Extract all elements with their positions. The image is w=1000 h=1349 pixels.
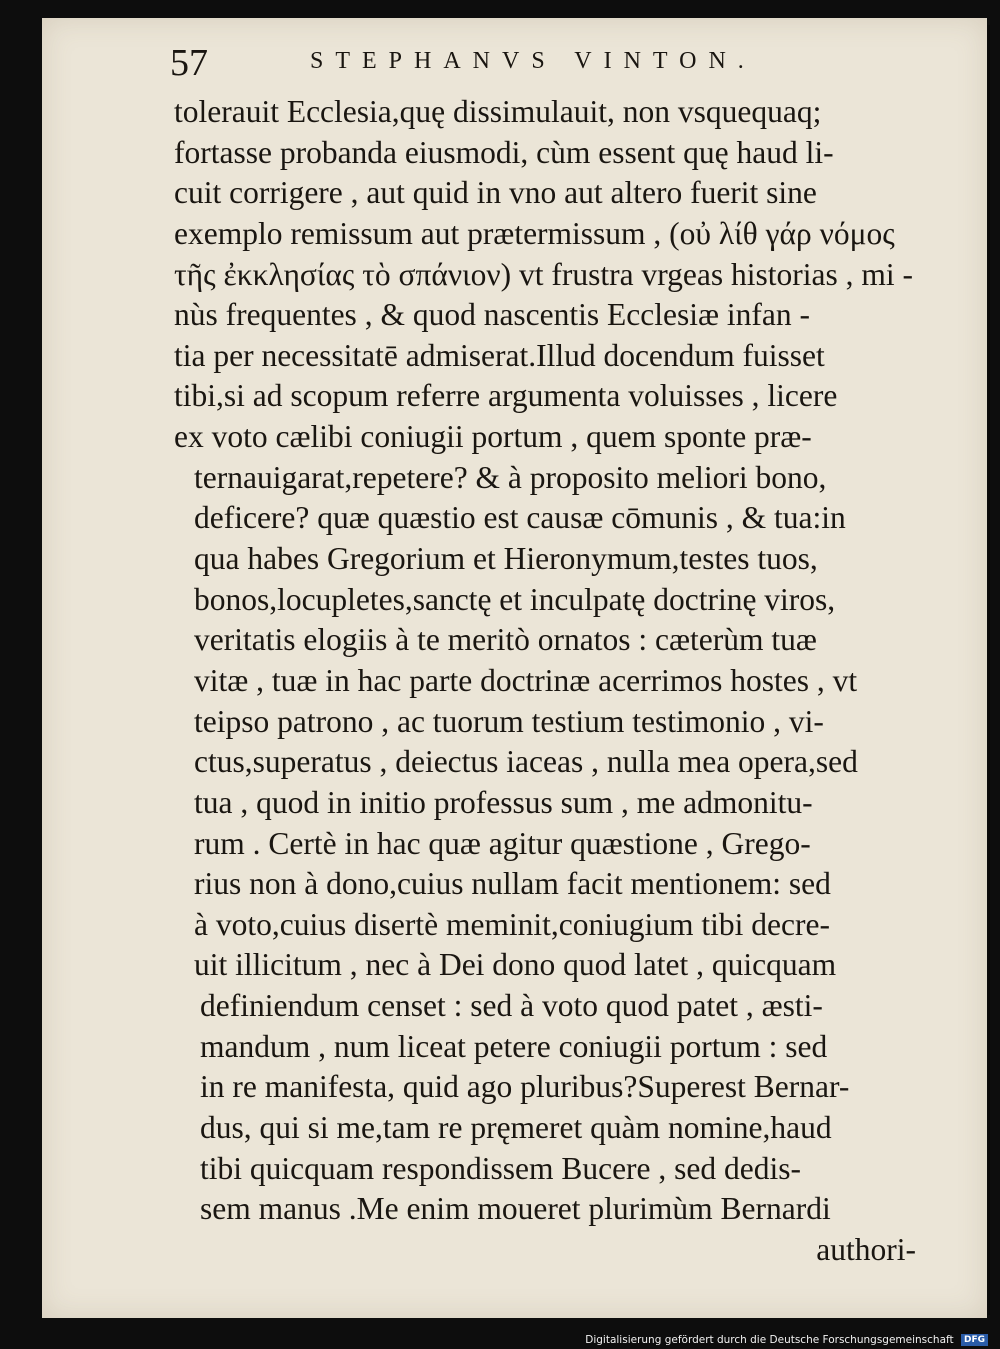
text-line: tibi quicquam respondissem Bucere , sed dedis- <box>200 1150 801 1186</box>
text-line: ternauigarat,repetere? & à proposito meliori bono, <box>194 459 827 495</box>
text-line: fortasse probanda eiusmodi, cùm essent quę haud li- <box>174 134 834 170</box>
text-line: qua habes Gregorium et Hieronymum,testes tuos, <box>194 541 818 577</box>
text-line: definiendum censet : sed à voto quod patet , æsti- <box>200 988 823 1024</box>
text-line: teipso patrono , ac tuorum testium testimonio , vi- <box>194 703 824 739</box>
text-line: dus, qui si me,tam re pręmeret quàm nomine,haud <box>200 1110 832 1146</box>
text-line: ex voto cælibi coniugii portum , quem sponte præ- <box>174 419 812 455</box>
catchword: authori- <box>816 1231 916 1267</box>
text-line: bonos,locupletes,sanctę et inculpatę doctrinę viros, <box>194 581 836 617</box>
text-line: deficere? quæ quæstio est causæ cōmunis , & tua:in <box>194 500 846 536</box>
text-line: tolerauit Ecclesia,quę dissimulauit, non vsquequaq; <box>174 94 822 129</box>
credit-text: Digitalisierung gefördert durch die Deutsche Forschungsgemeinschaft <box>585 1334 954 1346</box>
text-line: cuit corrigere , aut quid in vno aut altero fuerit sine <box>174 175 817 211</box>
text-line: mandum , num liceat petere coniugii portum : sed <box>200 1028 828 1064</box>
text-line: veritatis elogiis à te meritò ornatos : cæterùm tuæ <box>194 622 817 658</box>
text-line: τῆς ἐκκλησίας τὸ σπάνιον) vt frustra vrgeas historias , mi - <box>174 256 913 292</box>
text-line: tia per necessitatē admiserat.Illud docendum fuisset <box>174 337 825 373</box>
text-line: rum . Certè in hac quæ agitur quæstione , Grego- <box>194 825 811 861</box>
body-text <box>174 92 934 1271</box>
running-head: STEPHANVS VINTON. <box>310 48 756 74</box>
dfg-logo-icon[interactable]: DFG <box>961 1334 988 1346</box>
digitization-credit <box>0 1331 988 1349</box>
text-line: tua , quod in initio professus sum , me admonitu- <box>194 784 813 820</box>
text-line: nùs frequentes , & quod nascentis Ecclesiæ infan - <box>174 297 810 333</box>
page-number: 57 <box>170 42 208 84</box>
text-line: exemplo remissum aut prætermissum , (οὐ λίθ γάρ νόμος <box>174 215 895 251</box>
text-line: à voto,cuius disertè meminit,coniugium tibi decre- <box>194 906 830 942</box>
text-line: vitæ , tuæ in hac parte doctrinæ acerrimos hostes , vt <box>194 662 858 698</box>
page-header <box>170 40 970 90</box>
text-line: tibi,si ad scopum referre argumenta voluisses , licere <box>174 378 838 414</box>
text-line: rius non à dono,cuius nullam facit mentionem: sed <box>194 866 831 902</box>
text-line: uit illicitum , nec à Dei dono quod latet , quicquam <box>194 947 837 983</box>
text-line: in re manifesta, quid ago pluribus?Superest Bernar- <box>200 1069 850 1105</box>
text-line: sem manus .Me enim moueret plurimùm Bernardi <box>200 1191 831 1227</box>
text-line: ctus,superatus , deiectus iaceas , nulla mea opera,sed <box>194 744 858 780</box>
